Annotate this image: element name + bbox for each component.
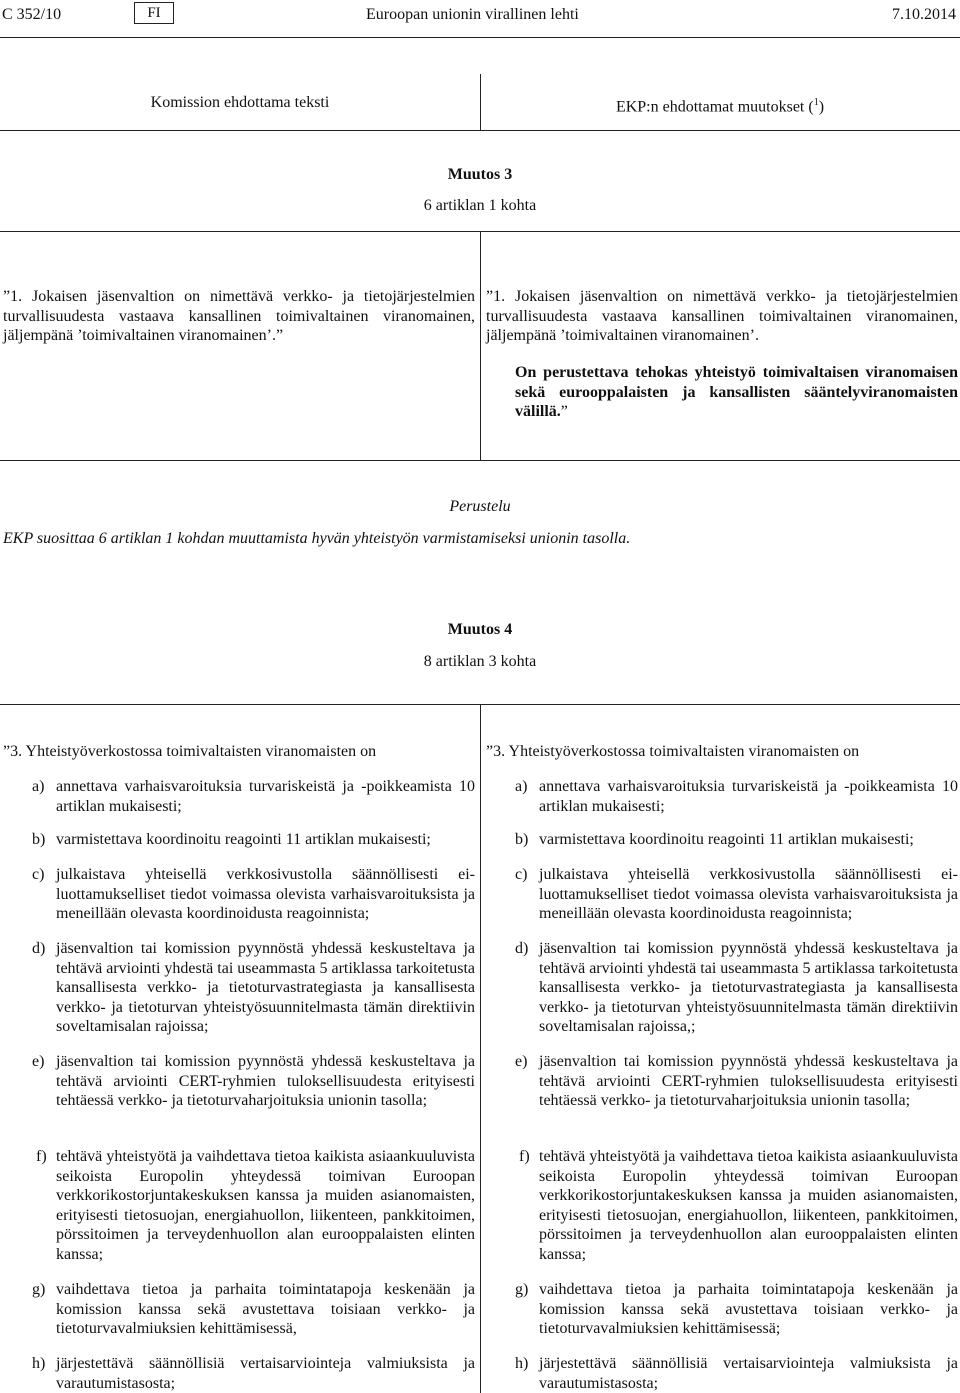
header-divider bbox=[0, 37, 960, 38]
publication-date: 7.10.2014 bbox=[892, 6, 956, 23]
journal-title: Euroopan unionin virallinen lehti bbox=[366, 6, 579, 23]
amendment-3-column-divider bbox=[480, 231, 481, 460]
journal-ref: C 352/10 bbox=[2, 6, 62, 23]
amendment-3-bottom-rule bbox=[0, 460, 960, 461]
amendment-4-column-divider bbox=[480, 704, 481, 1393]
amendment-4-commission-intro: ”3. Yhteistyöverkostossa toimivaltaisten viranomaisten on bbox=[3, 743, 377, 760]
justification-title: Perustelu bbox=[449, 498, 511, 515]
justification-text: EKP suosittaa 6 artiklan 1 kohdan muuttamista hyvän yhteistyön varmistamiseksi unionin tasolla. bbox=[3, 530, 631, 547]
left-column-heading: Komission ehdottama teksti bbox=[150, 94, 330, 111]
amendment-3-title: Muutos 3 bbox=[447, 166, 513, 183]
heading-column-divider bbox=[480, 74, 481, 130]
right-column-heading: EKP:n ehdottamat muutokset ($^1$) bbox=[615, 97, 825, 116]
amendment-3-ecb-added-text: On perustettava tehokas yhteistyö toimivaltaisen viranomaisen sekä eurooppalaisten ja kansallisten sääntelyviranomaisten välillä.” bbox=[515, 364, 958, 420]
amendment-4-title: Muutos 4 bbox=[447, 621, 513, 638]
amendment-4-ecb-intro: ”3. Yhteistyöverkostossa toimivaltaisten viranomaisten on bbox=[486, 743, 860, 760]
amendment-4-subtitle: 8 artiklan 3 kohta bbox=[423, 653, 537, 670]
amendment-3-ecb-text: ”1. Jokaisen jäsenvaltion on nimettävä verkko- ja tietojärjestelmien turvallisuudesta vastaava kansallinen toimivaltainen viranomainen, jäljempänä ’toimivaltainen viranomainen’. bbox=[486, 288, 958, 344]
heading-divider bbox=[0, 130, 960, 131]
language-badge: FI bbox=[134, 2, 174, 24]
amendment-3-commission-text: ”1. Jokaisen jäsenvaltion on nimettävä verkko- ja tietojärjestelmien turvallisuudesta vastaava kansallinen toimivaltainen viranomainen, jäljempänä ’toimivaltainen viranomainen’.” bbox=[3, 288, 475, 344]
amendment-3-subtitle: 6 artiklan 1 kohta bbox=[423, 197, 537, 214]
